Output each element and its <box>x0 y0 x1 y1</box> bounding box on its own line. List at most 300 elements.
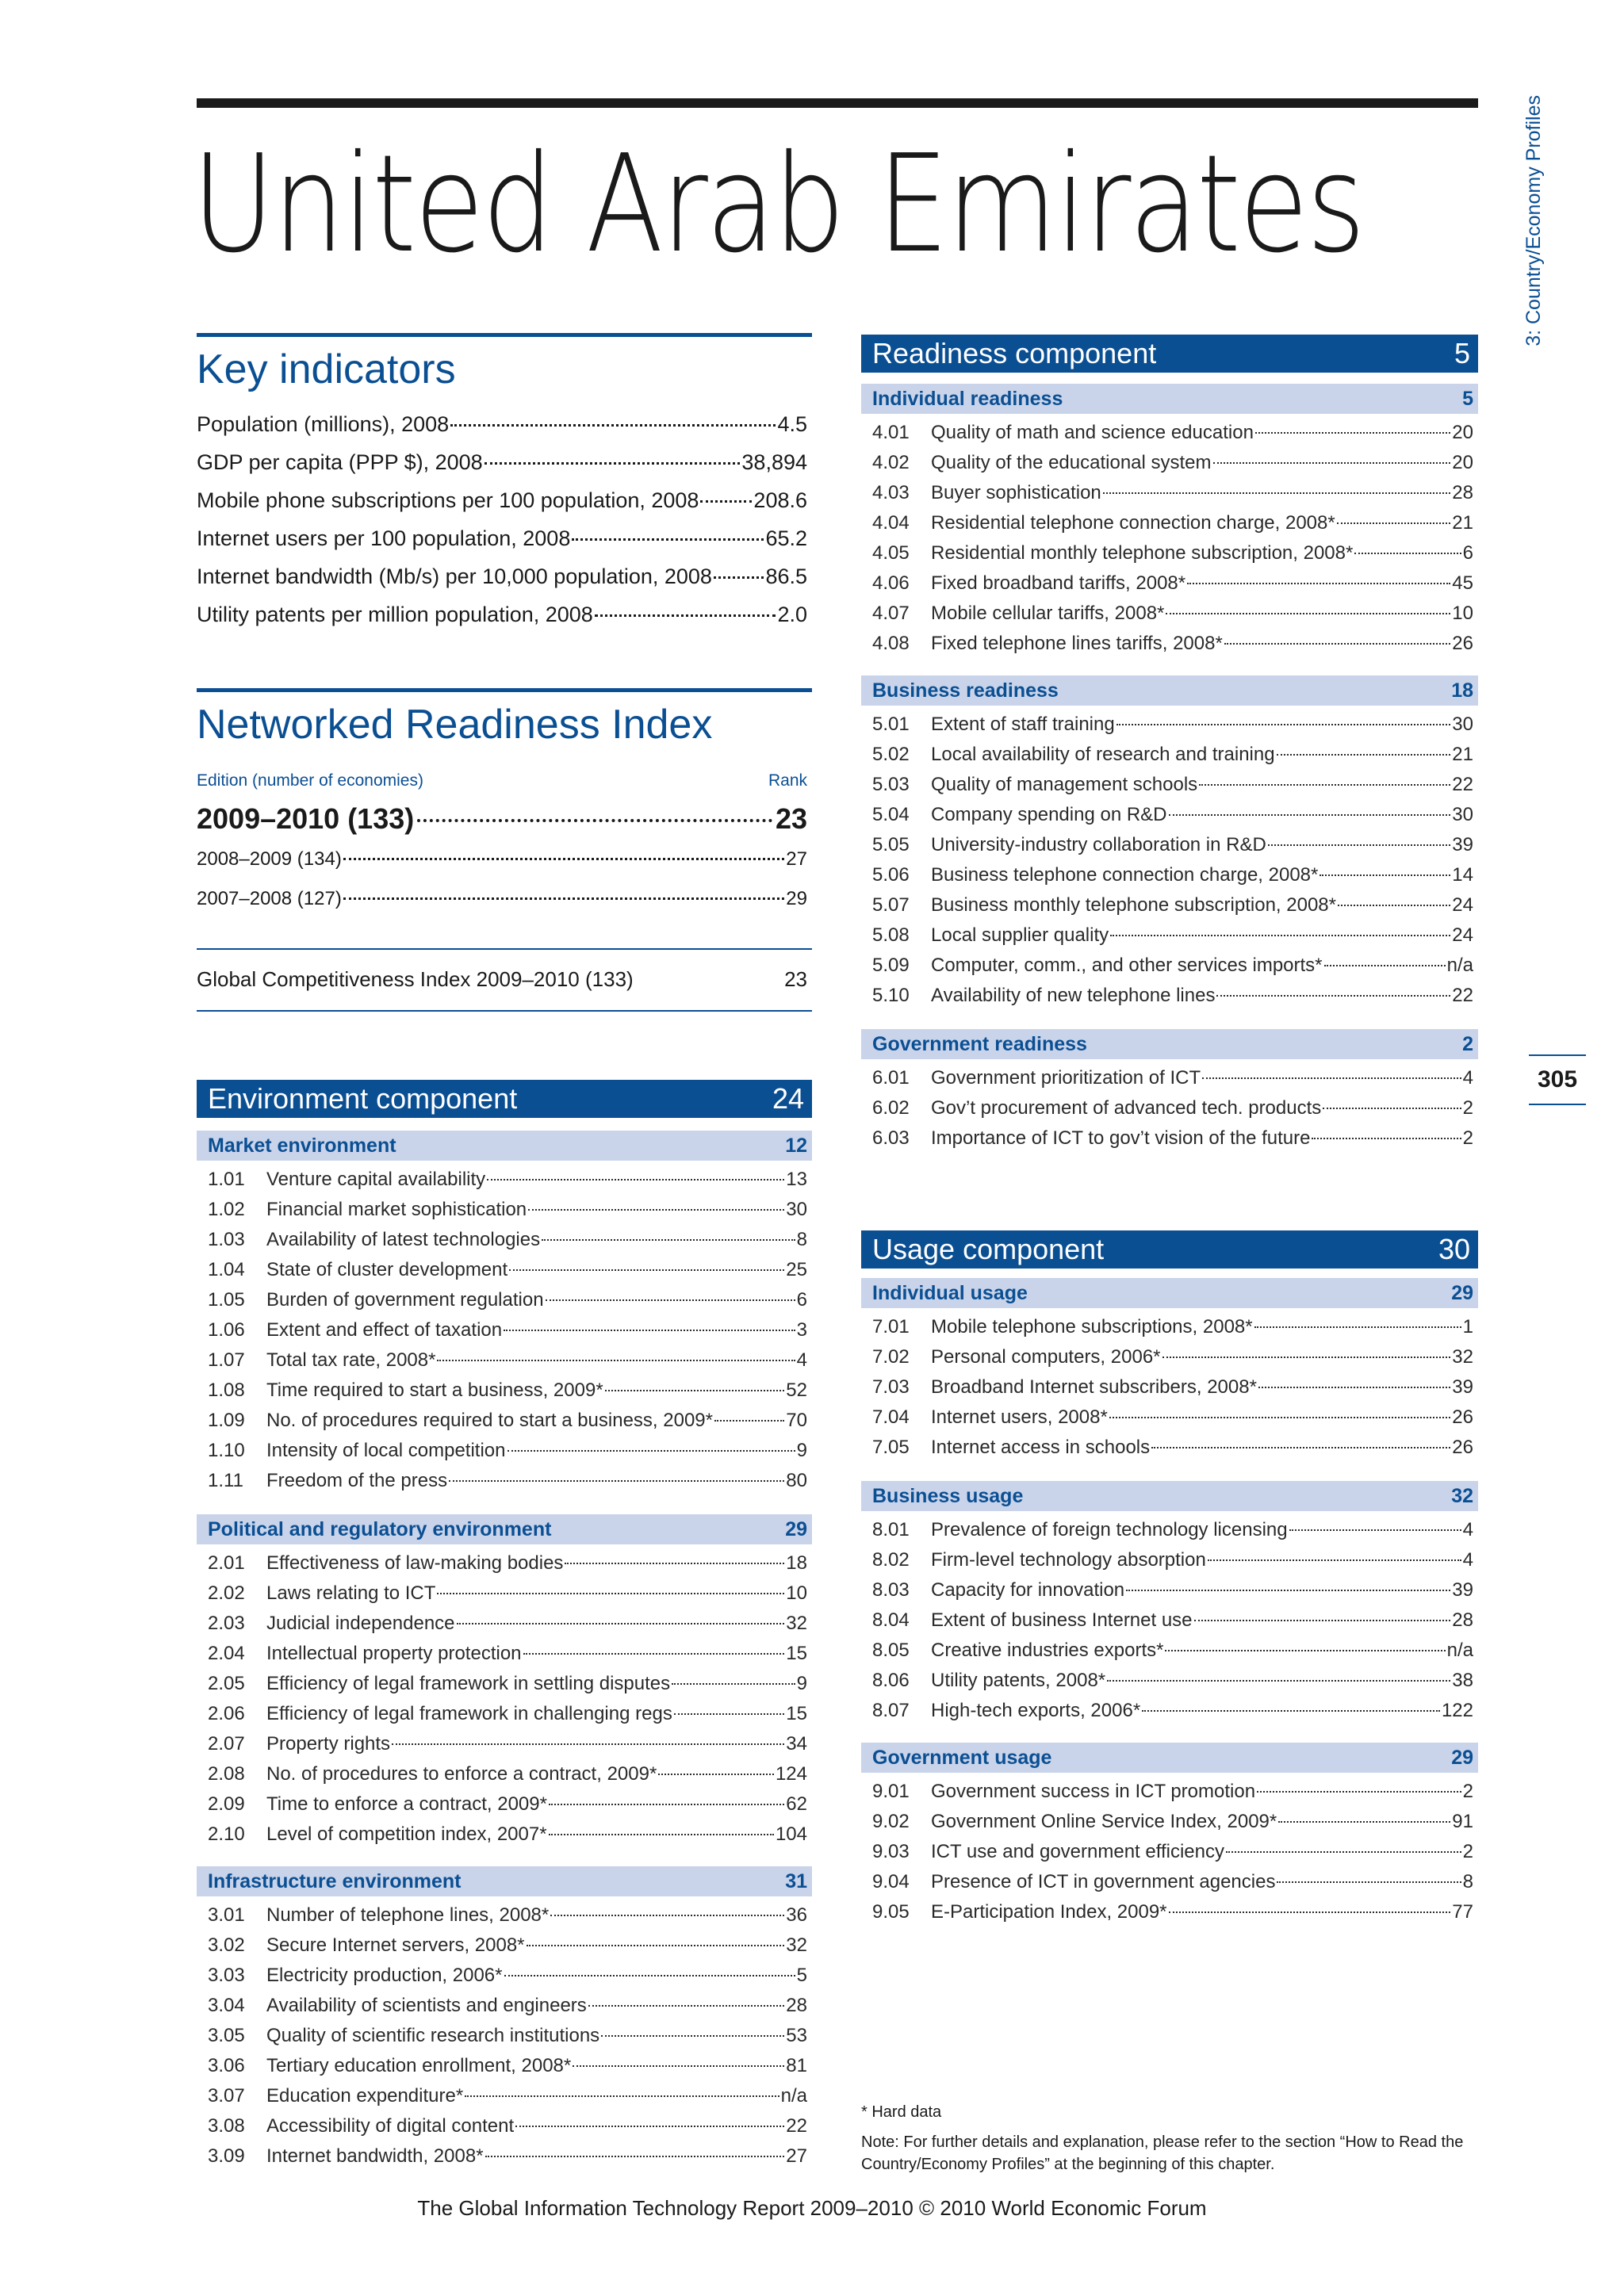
indicator-code: 4.02 <box>872 452 910 473</box>
indicator-rank: 4 <box>796 1349 807 1371</box>
indicator-code: 2.06 <box>208 1703 245 1724</box>
indicator-row <box>861 1097 1478 1127</box>
indicator-rank: 26 <box>1452 1406 1473 1428</box>
leader-dots <box>457 1623 785 1624</box>
leader-dots <box>573 2065 784 2067</box>
leader-dots <box>1213 462 1451 464</box>
subindex-title: Government readiness <box>872 1032 1087 1055</box>
indicator-code: 2.01 <box>208 1552 245 1574</box>
indicator-label: Extent and effect of taxation <box>266 1319 503 1341</box>
page-title: United Arab Emirates <box>192 126 1364 283</box>
subindex-rank: 29 <box>785 1517 807 1540</box>
subindex-title: Infrastructure environment <box>208 1869 462 1892</box>
leader-dots <box>572 538 764 541</box>
indicator-row <box>861 804 1478 834</box>
indicator-rank: 4 <box>1462 1519 1473 1540</box>
indicator-row <box>861 422 1478 452</box>
leader-dots <box>527 1945 785 1946</box>
leader-dots <box>1187 583 1450 584</box>
indicator-label: Judicial independence <box>266 1613 455 1634</box>
nri-rank-label: Rank <box>768 771 807 790</box>
indicator-rank: 77 <box>1452 1901 1473 1923</box>
component-title: Environment component <box>208 1082 518 1115</box>
indicator-label: Computer, comm., and other services imports* <box>931 955 1323 976</box>
indicator-label: Capacity for innovation <box>931 1579 1125 1601</box>
indicator-row <box>861 1376 1478 1406</box>
indicator-rank: 39 <box>1452 1376 1473 1398</box>
key-indicators-rule <box>197 333 812 337</box>
subindex-header <box>197 1131 812 1161</box>
leader-dots <box>437 1593 784 1594</box>
indicator-code: 3.02 <box>208 1934 245 1956</box>
indicator-label: Total tax rate, 2008* <box>266 1349 436 1371</box>
indicator-row <box>861 894 1478 924</box>
indicator-rank: 21 <box>1452 512 1473 534</box>
component-rank: 30 <box>1438 1233 1470 1265</box>
leader-dots <box>392 1743 784 1745</box>
indicator-row <box>861 1067 1478 1097</box>
header-rule <box>197 98 1478 108</box>
indicator-row <box>861 834 1478 864</box>
indicator-label: Government success in ICT promotion <box>931 1781 1256 1802</box>
key-indicator-row <box>197 412 807 450</box>
indicator-code: 5.10 <box>872 985 910 1006</box>
indicator-code: 1.07 <box>208 1349 245 1371</box>
nri-current-edition <box>197 802 807 836</box>
leader-dots <box>1199 784 1450 786</box>
leader-dots <box>1338 905 1450 906</box>
indicator-label: Freedom of the press <box>266 1470 448 1491</box>
indicator-code: 7.05 <box>872 1437 910 1458</box>
indicator-list <box>861 1067 1478 1158</box>
indicator-rank: 27 <box>786 2145 807 2167</box>
leader-dots <box>1268 844 1450 846</box>
indicator-code: 3.08 <box>208 2115 245 2137</box>
leader-dots <box>1324 965 1446 966</box>
indicator-row <box>861 572 1478 603</box>
environment-component-header <box>197 1080 812 1118</box>
indicator-rank: 6 <box>796 1289 807 1311</box>
indicator-label: Intellectual property protection <box>266 1643 522 1664</box>
indicator-label: Availability of new telephone lines <box>931 985 1216 1006</box>
leader-dots <box>523 1653 785 1655</box>
indicator-label: Availability of scientists and engineers <box>266 1995 587 2016</box>
indicator-row <box>197 1965 812 1995</box>
indicator-label: GDP per capita (PPP $), 2008 <box>197 450 483 474</box>
key-indicator-row <box>197 526 807 564</box>
indicator-code: 6.02 <box>872 1097 910 1119</box>
leader-dots <box>504 1975 795 1976</box>
indicator-code: 8.02 <box>872 1549 910 1571</box>
indicator-code: 3.05 <box>208 2025 245 2046</box>
indicator-row <box>861 955 1478 985</box>
indicator-row <box>861 1781 1478 1811</box>
indicator-row <box>197 2025 812 2055</box>
indicator-row <box>861 774 1478 804</box>
indicator-code: 4.06 <box>872 572 910 594</box>
leader-dots <box>1277 754 1451 756</box>
leader-dots <box>515 2126 784 2127</box>
indicator-rank: 13 <box>786 1169 807 1190</box>
indicator-code: 2.02 <box>208 1582 245 1604</box>
indicator-rank: 2 <box>1462 1781 1473 1802</box>
indicator-row <box>197 1470 812 1500</box>
indicator-code: 5.09 <box>872 955 910 976</box>
indicator-code: 5.03 <box>872 774 910 795</box>
indicator-value: 38,894 <box>741 450 807 474</box>
nri-column-headers <box>197 771 807 790</box>
subindex-title: Business usage <box>872 1484 1024 1507</box>
nri-edition-label: Edition (number of economies) <box>197 771 423 790</box>
indicator-rank: 8 <box>1462 1871 1473 1892</box>
indicator-code: 5.01 <box>872 714 910 735</box>
indicator-code: 2.09 <box>208 1793 245 1815</box>
indicator-row <box>861 1519 1478 1549</box>
indicator-code: 3.06 <box>208 2055 245 2076</box>
leader-dots <box>343 897 784 900</box>
indicator-row <box>861 1316 1478 1346</box>
nri-rule <box>197 688 812 692</box>
indicator-label: Utility patents, 2008* <box>931 1670 1106 1691</box>
indicator-label: Extent of staff training <box>931 714 1115 735</box>
indicator-rank: 39 <box>1452 834 1473 855</box>
leader-dots <box>1126 1590 1450 1591</box>
gci-rule-bottom <box>197 1010 812 1012</box>
indicator-row <box>861 452 1478 482</box>
leader-dots <box>1277 1881 1461 1883</box>
subindex-rank: 12 <box>785 1134 807 1157</box>
profile-note: Note: For further details and explanation, please refer to the section “How to Read the Country/Economy Profiles” at the beginning of this chapter. <box>861 2133 1464 2173</box>
component-rank: 5 <box>1454 337 1470 369</box>
indicator-rank: 32 <box>786 1613 807 1634</box>
indicator-label: Availability of latest technologies <box>266 1229 541 1250</box>
component-title: Usage component <box>872 1233 1105 1265</box>
indicator-rank: 28 <box>1452 1609 1473 1631</box>
leader-dots <box>672 1683 795 1685</box>
indicator-label: Internet users, 2008* <box>931 1406 1108 1428</box>
key-indicator-row <box>197 450 807 488</box>
indicator-code: 1.05 <box>208 1289 245 1311</box>
subindex-title: Government usage <box>872 1746 1052 1769</box>
indicator-rank: 26 <box>1452 1437 1473 1458</box>
indicator-rank: 9 <box>796 1440 807 1461</box>
leader-dots <box>343 858 784 860</box>
gci-rule-top <box>197 948 812 950</box>
indicator-rank: 8 <box>796 1229 807 1250</box>
leader-dots <box>565 1563 784 1564</box>
indicator-row <box>197 1582 812 1613</box>
indicator-list <box>861 714 1478 1015</box>
indicator-rank: 14 <box>1452 864 1473 886</box>
subindex-rank: 29 <box>1451 1746 1473 1769</box>
indicator-row <box>861 512 1478 542</box>
indicator-label: Property rights <box>266 1733 391 1755</box>
indicator-code: 3.07 <box>208 2085 245 2107</box>
subindex-header <box>197 1866 812 1896</box>
indicator-label: Creative industries exports* <box>931 1640 1164 1661</box>
leader-dots <box>1169 1911 1451 1913</box>
leader-dots <box>595 614 776 617</box>
leader-dots <box>450 424 776 427</box>
indicator-code: 8.06 <box>872 1670 910 1691</box>
indicator-label: High-tech exports, 2006* <box>931 1700 1141 1721</box>
leader-dots <box>1116 724 1451 725</box>
nri-edition-row <box>197 888 807 928</box>
indicator-rank: 22 <box>786 2115 807 2137</box>
indicator-rank: 24 <box>1452 894 1473 916</box>
nri-edition-rank: 27 <box>786 848 807 870</box>
indicator-row <box>197 1552 812 1582</box>
indicator-rank: n/a <box>1446 1640 1473 1661</box>
indicator-row <box>197 1169 812 1199</box>
indicator-label: Financial market sophistication <box>266 1199 527 1220</box>
indicator-label: Fixed broadband tariffs, 2008* <box>931 572 1186 594</box>
subindex-header <box>861 1029 1478 1059</box>
indicator-label: No. of procedures required to start a business, 2009* <box>266 1410 713 1431</box>
indicator-rank: 10 <box>786 1582 807 1604</box>
subindex-header <box>861 1278 1478 1308</box>
indicator-label: Mobile cellular tariffs, 2008* <box>931 603 1165 624</box>
leader-dots <box>1255 432 1450 434</box>
leader-dots <box>700 500 752 503</box>
leader-dots <box>1224 643 1451 645</box>
indicator-label: Gov’t procurement of advanced tech. products <box>931 1097 1322 1119</box>
indicator-row <box>861 1670 1478 1700</box>
indicator-rank: 124 <box>775 1763 807 1785</box>
subindex-header <box>197 1514 812 1544</box>
indicator-row <box>197 1440 812 1470</box>
indicator-rank: 28 <box>786 1995 807 2016</box>
indicator-row <box>197 1643 812 1673</box>
leader-dots <box>449 1480 784 1482</box>
indicator-rank: 3 <box>796 1319 807 1341</box>
indicator-label: Residential telephone connection charge, 2008* <box>931 512 1335 534</box>
indicator-rank: 62 <box>786 1793 807 1815</box>
leader-dots <box>588 2005 785 2007</box>
indicator-code: 5.07 <box>872 894 910 916</box>
leader-dots <box>1323 1108 1461 1109</box>
indicator-code: 3.03 <box>208 1965 245 1986</box>
indicator-rank: 21 <box>1452 744 1473 765</box>
indicator-label: Fixed telephone lines tariffs, 2008* <box>931 633 1223 654</box>
indicator-rank: 53 <box>786 2025 807 2046</box>
indicator-rank: 39 <box>1452 1579 1473 1601</box>
indicator-row <box>861 924 1478 955</box>
indicator-rank: 34 <box>786 1733 807 1755</box>
indicator-row <box>861 633 1478 663</box>
indicator-label: Laws relating to ICT <box>266 1582 436 1604</box>
indicator-rank: 26 <box>1452 633 1473 654</box>
key-indicator-row <box>197 488 807 526</box>
indicator-code: 8.03 <box>872 1579 910 1601</box>
indicator-rank: 36 <box>786 1904 807 1926</box>
leader-dots <box>1226 1851 1461 1853</box>
indicator-rank: 52 <box>786 1380 807 1401</box>
indicator-label: E-Participation Index, 2009* <box>931 1901 1167 1923</box>
indicator-code: 1.08 <box>208 1380 245 1401</box>
indicator-label: State of cluster development <box>266 1259 508 1280</box>
indicator-code: 4.07 <box>872 603 910 624</box>
indicator-rank: 1 <box>1462 1316 1473 1337</box>
indicator-label: Buyer sophistication <box>931 482 1101 503</box>
subindex-header <box>861 1481 1478 1511</box>
leader-dots <box>1337 522 1451 524</box>
page-number-rule-bottom <box>1529 1104 1586 1105</box>
indicator-rank: 104 <box>775 1823 807 1845</box>
gci-row <box>197 967 807 992</box>
indicator-row <box>197 2145 812 2175</box>
indicator-code: 9.02 <box>872 1811 910 1832</box>
indicator-rank: 32 <box>786 1934 807 1956</box>
indicator-rank: 30 <box>1452 714 1473 735</box>
leader-dots <box>487 1179 784 1181</box>
indicator-row <box>861 1549 1478 1579</box>
indicator-list <box>197 1169 812 1500</box>
indicator-label: Extent of business Internet use <box>931 1609 1193 1631</box>
indicator-code: 7.02 <box>872 1346 910 1368</box>
indicator-label: Venture capital availability <box>266 1169 486 1190</box>
indicator-code: 1.11 <box>208 1470 243 1491</box>
indicator-row <box>861 1841 1478 1871</box>
subindex-rank: 29 <box>1451 1281 1473 1304</box>
leader-dots <box>465 2095 779 2097</box>
indicator-code: 7.01 <box>872 1316 910 1337</box>
indicator-code: 9.04 <box>872 1871 910 1892</box>
indicator-value: 65.2 <box>765 526 807 550</box>
indicator-rank: 30 <box>1452 804 1473 825</box>
indicator-label: Education expenditure* <box>266 2085 464 2107</box>
leader-dots <box>1194 1620 1451 1621</box>
indicator-rank: 20 <box>1452 422 1473 443</box>
indicator-code: 3.09 <box>208 2145 245 2167</box>
nri-edition-rank: 29 <box>786 888 807 909</box>
leader-dots <box>549 1834 774 1835</box>
nri-current-rank: 23 <box>775 802 807 835</box>
indicator-label: Mobile telephone subscriptions, 2008* <box>931 1316 1253 1337</box>
indicator-label: No. of procedures to enforce a contract, 2009* <box>266 1763 657 1785</box>
leader-dots <box>674 1713 784 1715</box>
indicator-code: 5.06 <box>872 864 910 886</box>
leader-dots <box>1166 613 1450 614</box>
indicator-code: 7.04 <box>872 1406 910 1428</box>
subindex-title: Individual readiness <box>872 387 1063 410</box>
leader-dots <box>1320 874 1450 876</box>
indicator-value: 86.5 <box>765 564 807 588</box>
indicator-rank: 10 <box>1452 603 1473 624</box>
indicator-code: 2.05 <box>208 1673 245 1694</box>
subindex-rank: 2 <box>1462 1032 1473 1055</box>
subindex-rank: 5 <box>1462 387 1473 410</box>
indicator-label: ICT use and government efficiency <box>931 1841 1224 1862</box>
indicator-row <box>861 1579 1478 1609</box>
indicator-list <box>861 1316 1478 1467</box>
leader-dots <box>1257 1791 1461 1793</box>
readiness-component-header <box>861 335 1478 373</box>
indicator-code: 4.04 <box>872 512 910 534</box>
leader-dots <box>1254 1326 1461 1328</box>
indicator-rank: 4 <box>1462 1549 1473 1571</box>
indicator-rank: 38 <box>1452 1670 1473 1691</box>
indicator-label: Internet bandwidth (Mb/s) per 10,000 population, 2008 <box>197 564 712 588</box>
indicator-label: Internet access in schools <box>931 1437 1151 1458</box>
indicator-label: Company spending on R&D <box>931 804 1167 825</box>
indicator-rank: 22 <box>1452 985 1473 1006</box>
page-footer: The Global Information Technology Report 2009–2010 © 2010 World Economic Forum <box>417 2196 1207 2220</box>
indicator-row <box>197 1229 812 1259</box>
nri-edition-label: 2007–2008 (127) <box>197 888 342 909</box>
leader-dots <box>546 1299 795 1301</box>
leader-dots <box>1208 1559 1461 1561</box>
subindex-title: Market environment <box>208 1134 396 1157</box>
indicator-rank: 25 <box>786 1259 807 1280</box>
indicator-code: 6.01 <box>872 1067 910 1089</box>
leader-dots <box>528 1209 784 1211</box>
indicator-label: Quality of management schools <box>931 774 1198 795</box>
indicator-rank: 32 <box>1452 1346 1473 1368</box>
indicator-row <box>861 1811 1478 1841</box>
leader-dots <box>508 1450 795 1452</box>
leader-dots <box>542 1239 795 1241</box>
nri-edition-row <box>197 848 807 888</box>
leader-dots <box>1162 1357 1451 1358</box>
indicator-code: 8.01 <box>872 1519 910 1540</box>
indicator-label: Personal computers, 2006* <box>931 1346 1161 1368</box>
key-indicator-row <box>197 603 807 641</box>
indicator-label: Quality of the educational system <box>931 452 1212 473</box>
indicator-code: 8.05 <box>872 1640 910 1661</box>
indicator-rank: 22 <box>1452 774 1473 795</box>
indicator-code: 7.03 <box>872 1376 910 1398</box>
indicator-row <box>197 1673 812 1703</box>
indicator-code: 8.04 <box>872 1609 910 1631</box>
usage-component-header <box>861 1230 1478 1269</box>
indicator-label: Tertiary education enrollment, 2008* <box>266 2055 572 2076</box>
indicator-label: Presence of ICT in government agencies <box>931 1871 1276 1892</box>
indicator-label: Population (millions), 2008 <box>197 412 450 436</box>
gci-label: Global Competitiveness Index 2009–2010 (133) <box>197 967 634 991</box>
indicator-row <box>861 1700 1478 1730</box>
indicator-label: Efficiency of legal framework in settling disputes <box>266 1673 671 1694</box>
indicator-rank: 9 <box>796 1673 807 1694</box>
indicator-row <box>861 1640 1478 1670</box>
indicator-code: 9.03 <box>872 1841 910 1862</box>
indicator-rank: 24 <box>1452 924 1473 946</box>
subindex-header <box>861 675 1478 706</box>
indicator-row <box>197 1349 812 1380</box>
indicator-label: Broadband Internet subscribers, 2008* <box>931 1376 1257 1398</box>
indicator-value: 208.6 <box>753 488 807 512</box>
indicator-code: 9.05 <box>872 1901 910 1923</box>
indicator-row <box>861 542 1478 572</box>
indicator-label: Local availability of research and training <box>931 744 1275 765</box>
indicator-label: Government Online Service Index, 2009* <box>931 1811 1277 1832</box>
indicator-rank: 5 <box>796 1965 807 1986</box>
indicator-value: 2.0 <box>777 603 807 626</box>
indicator-label: Importance of ICT to gov’t vision of the future <box>931 1127 1311 1149</box>
indicator-row <box>861 985 1478 1015</box>
indicator-code: 1.02 <box>208 1199 245 1220</box>
nri-heading: Networked Readiness Index <box>197 702 713 748</box>
indicator-row <box>861 714 1478 744</box>
indicator-label: Utility patents per million population, 2008 <box>197 603 593 626</box>
indicator-code: 4.03 <box>872 482 910 503</box>
indicator-rank: 80 <box>786 1470 807 1491</box>
leader-dots <box>550 1915 784 1916</box>
leader-dots <box>714 1420 784 1422</box>
indicator-code: 1.10 <box>208 1440 245 1461</box>
leader-dots <box>601 2035 784 2037</box>
leader-dots <box>1103 492 1451 494</box>
